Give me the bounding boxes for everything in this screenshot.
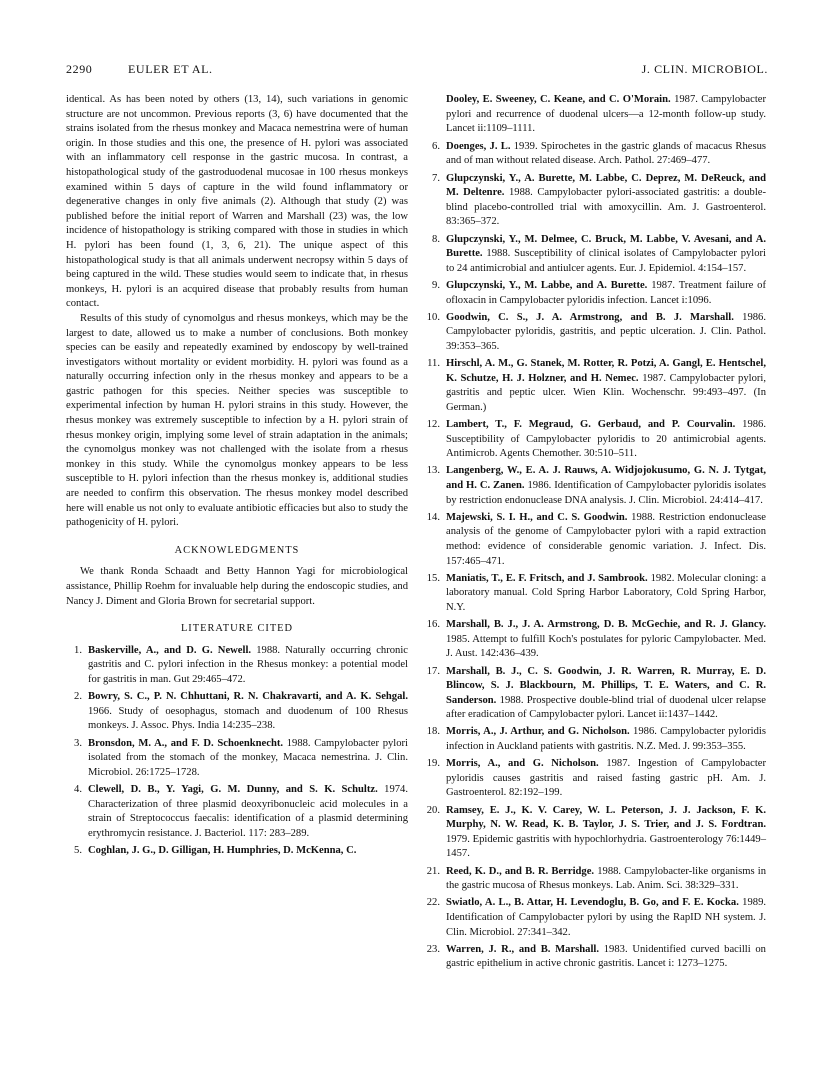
reference-authors: Goodwin, C. S., J. A. Armstrong, and B. J. Marshall. — [446, 311, 734, 323]
reference-text: 1987. Campylobacter pylori, gastritis and peptic ulcer. Wien Klin. Wochenschr. 99:493–497. (In German.) — [446, 372, 766, 413]
reference-authors: Glupczynski, Y., A. Burette, M. Labbe, C. Deprez, M. DeReuck, and M. Deltenre. — [446, 172, 766, 199]
discussion-paragraph: identical. As has been noted by others (13, 14), such variations in genomic structure are not uncommon. Previous reports (3, 6) have documented that the strains isolated from the rhesus monkey and Macaca nemestrina were of human origin. In those studies and this one, the presence of H. pylori was associated with an inflammatory cell response in the gastric mucosa. In contrast, a histopathological study of the gastroduodenal mucosae in 100 rhesus monkeys examined within 5 days of capture in the wild found inflammatory or degenerative changes in only five animals (2). Although that study (2) was published before the initial report of Warren and Marshall (23) was, the low incidence of histopathology is striking compared with those in studies in which H. pylori has been found (1, 3, 6, 21). The unique aspect of this histopathological study is that all animals underwent necropsy within 5 days of being captured in the wild. These studies would seem to indicate that, in rhesus monkeys, H. pylori is an acquired disease that probably results from human contact. — [66, 94, 408, 310]
reference-item — [424, 618, 766, 662]
right-column — [424, 93, 766, 975]
reference-item — [424, 464, 766, 508]
discussion-paragraph: Results of this study of cynomolgus and rhesus monkeys, which may be the largest to date, allowed us to make a number of conclusions. Both monkey species can be easily and repeatedly examined by endoscopy by well-trained investigators without mortality or evident morbidity. H. pylori was found as a naturally occurring infection only in the rhesus monkey and appears to be a gastric pathogen for this species. Neither species was susceptible to experimental infection by human H. pylori strains in this study. However, the rhesus monkey was extremely susceptible to infection by a H. pylori strain of rhesus monkey origin, implying some level of strain adaptation in the animals; the cynomolgus monkey was not challenged with the isolate from a rhesus monkey in this study. While the cynomolgus monkey appears to be less susceptible to H. pylori infection than the rhesus monkey is, additional studies are needed to confirm this observation. The rhesus monkey model described here will enable us not only to evaluate antibiotic efficacies but also to study the pathogenicity of H. pylori. — [66, 312, 408, 529]
reference-text: 1987. Treatment failure of ofloxacin in Campylobacter pyloridis infection. Lancet i:1096. — [446, 279, 767, 306]
reference-number: 9. — [432, 279, 440, 291]
reference-text: 1988. Prospective double-blind trial of duodenal ulcer relapse after eradication of Campylobacter pylori. Lancet ii:1437–1442. — [446, 694, 766, 721]
reference-authors: Lambert, T., F. Megraud, G. Gerbaud, and P. Courvalin. — [446, 419, 736, 431]
reference-authors: Doenges, J. L. — [446, 140, 511, 152]
reference-text: 1988. Campylobacter pylori isolated from the stomach of the monkey, Macaca nemestrina. J. Clin. Microbiol. 26:1725–1728. — [88, 737, 408, 778]
reference-text: 1988. Campylobacter pylori-associated gastritis: a double-blind placebo-controlled trial with amoxycillin. Am. J. Gastroenterol. 83:365–372. — [446, 187, 766, 228]
reference-authors: Baskerville, A., and D. G. Newell. — [88, 644, 252, 656]
reference-item — [424, 140, 766, 169]
reference-authors: Glupczynski, Y., M. Delmee, C. Bruck, M. Labbe, V. Avesani, and A. Burette. — [446, 233, 766, 260]
reference-text: 1988. Restriction endonuclease analysis of the genome of Campylobacter pylori with a rapid extraction method: evidence of considerable genomic variation. J. Infect. Dis. 157:465–471. — [446, 511, 766, 567]
reference-authors: Morris, A., J. Arthur, and G. Nicholson. — [446, 726, 630, 738]
reference-number: 16. — [426, 619, 440, 631]
reference-text: 1983. Unidentified curved bacilli on gastric epithelium in active chronic gastritis. Lancet i: 1273–1275. — [446, 943, 766, 970]
left-column — [66, 93, 408, 861]
reference-text: 1986. Campylobacter pyloridis infection in Auckland patients with gastritis. N.Z. Med. J. 99:353–355. — [446, 726, 766, 753]
reference-item — [66, 783, 408, 841]
reference-authors: Morris, A., and G. Nicholson. — [446, 758, 599, 770]
reference-number: 12. — [426, 419, 440, 431]
literature-cited-heading: LITERATURE CITED — [180, 623, 294, 635]
reference-number: 14. — [426, 511, 440, 523]
reference-continuation — [446, 93, 766, 137]
reference-authors: Majewski, S. I. H., and C. S. Goodwin. — [446, 511, 628, 523]
reference-authors: Bronsdon, M. A., and F. D. Schoenknecht. — [88, 737, 284, 749]
reference-item — [424, 896, 766, 940]
reference-item — [424, 172, 766, 230]
reference-number: 2. — [74, 691, 82, 703]
reference-text: 1939. Spirochetes in the gastric glands of macacus Rhesus and of man without related disease. Arch. Pathol. 27:469–477. — [446, 140, 766, 167]
reference-item — [66, 690, 408, 734]
reference-item — [424, 279, 766, 308]
acknowledgments-heading: ACKNOWLEDGMENTS — [174, 544, 300, 556]
reference-text: 1974. Characterization of three plasmid deoxyribonucleic acid molecules in a strain of Streptococcus faecalis: identification of a plasmid determining erythromycin resistance. J. Bacteriol. 117: 283–289. — [88, 783, 408, 839]
reference-authors: Marshall, B. J., C. S. Goodwin, J. R. Warren, R. Murray, E. D. Blincow, S. J. Blackbourn, M. Phillips, T. E. Waters, and C. R. Sanderson. — [446, 665, 766, 706]
reference-item — [424, 418, 766, 462]
reference-text: 1988. Susceptibility of clinical isolates of Campylobacter pylori to 24 antimicrobial and antiulcer agents. Eur. J. Epidemiol. 4:154–157. — [446, 248, 766, 274]
reference-number: 22. — [426, 897, 440, 909]
reference-item — [424, 865, 766, 894]
reference-number: 6. — [432, 140, 440, 152]
reference-text: 1989. Identification of Campylobacter pylori by using the RapID NH system. J. Clin. Microbiol. 27:341–342. — [446, 897, 767, 938]
reference-authors: Coghlan, J. G., D. Gilligan, H. Humphries, D. McKenna, C. — [88, 844, 357, 856]
reference-item — [424, 725, 766, 754]
reference-item — [424, 311, 766, 355]
reference-item — [424, 233, 766, 277]
reference-authors: Maniatis, T., E. F. Fritsch, and J. Sambrook. — [446, 572, 648, 584]
reference-number: 17. — [426, 665, 440, 677]
reference-number: 15. — [426, 572, 440, 584]
reference-authors: Glupczynski, Y., M. Labbe, and A. Burette. — [446, 279, 648, 291]
reference-item — [424, 804, 766, 862]
reference-text: 1988. Naturally occurring chronic gastritis and C. pylori infection in the Rhesus monkey: a potential model for gastritis in man. Gut 29:465–472. — [88, 644, 408, 685]
page-number: 2290 — [66, 62, 93, 76]
reference-text: 1986. Campylobacter pyloridis, gastritis, and peptic ulceration. J. Clin. Pathol. 39:353–365. — [446, 311, 766, 352]
reference-number: 10. — [426, 311, 440, 323]
running-head-journal: J. CLIN. MICROBIOL. — [641, 62, 768, 76]
reference-authors: Ramsey, E. J., K. V. Carey, W. L. Peterson, J. J. Jackson, F. K. Murphy, N. W. Read, K. B. Taylor, J. S. Trier, and J. S. Fordtran. — [446, 804, 766, 831]
reference-text: 1986. Identification of Campylobacter pyloridis isolates by restriction endonuclease DNA analysis. J. Clin. Microbiol. 24:414–417. — [446, 480, 766, 506]
reference-list-left — [66, 644, 408, 859]
reference-item — [66, 844, 408, 859]
reference-text: 1988. Campylobacter-like organisms in the gastric mucosa of Rhesus monkeys. Lab. Anim. Sci. 38:329–331. — [446, 865, 767, 892]
reference-authors: Langenberg, W., E. A. J. Rauws, A. Widjojokusumo, G. N. J. Tytgat, and H. C. Zanen. — [446, 465, 766, 491]
reference-number: 23. — [426, 943, 440, 955]
reference-authors: Bowry, S. C., P. N. Chhuttani, R. N. Chakravarti, and A. K. Sehgal. — [88, 691, 408, 703]
reference-text: 1987. Campylobacter pylori and recurrence of duodenal ulcers—a 12-month follow-up study. Lancet ii:1109–1111. — [446, 94, 766, 135]
running-head-authors: EULER ET AL. — [128, 62, 213, 76]
reference-number: 21. — [426, 865, 440, 877]
reference-authors: Hirschl, A. M., G. Stanek, M. Rotter, R. Potzi, A. Gangl, E. Hentschel, K. Schutze, H. J. Holzner, and H. Nemec. — [446, 358, 766, 384]
reference-number: 3. — [74, 737, 82, 749]
reference-item — [424, 511, 766, 569]
reference-authors: Reed, K. D., and B. R. Berridge. — [446, 865, 595, 877]
reference-item — [424, 665, 766, 723]
reference-item — [66, 737, 408, 781]
reference-text: 1982. Molecular cloning: a laboratory manual. Cold Spring Harbor Laboratory, Cold Spring Harbor, N.Y. — [446, 572, 766, 613]
reference-text: 1986. Susceptibility of Campylobacter pyloridis to 20 antimicrobial agents. Antimicrob. Agents Chemother. 30:510–511. — [446, 419, 766, 460]
reference-number: 18. — [426, 726, 440, 738]
reference-item — [66, 644, 408, 688]
reference-text: 1979. Epidemic gastritis with hypochlorhydria. Gastroenterology 76:1449–1457. — [446, 833, 766, 860]
reference-text: 1966. Study of oesophagus, stomach and duodenum of 100 Rhesus monkeys. J. Assoc. Phys. India 14:235–238. — [88, 705, 408, 732]
reference-number: 20. — [426, 804, 440, 816]
reference-number: 4. — [74, 783, 82, 795]
reference-item — [424, 757, 766, 801]
reference-text: 1987. Ingestion of Campylobacter pyloridis causes gastritis and raised fasting gastric pH. Am. J. Gastroenterol. 82:192–199. — [446, 758, 767, 799]
reference-item — [424, 572, 766, 616]
reference-text: 1985. Attempt to fulfill Koch's postulates for pyloric Campylobacter. Med. J. Aust. 142:436–439. — [446, 633, 766, 660]
reference-item — [424, 943, 766, 972]
reference-item — [424, 357, 766, 415]
reference-authors: Warren, J. R., and B. Marshall. — [446, 943, 599, 955]
reference-authors: Dooley, E. Sweeney, C. Keane, and C. O'Morain. — [446, 94, 671, 105]
reference-number: 7. — [432, 172, 440, 184]
reference-list-right — [424, 140, 766, 972]
reference-number: 13. — [426, 465, 440, 477]
reference-authors: Clewell, D. B., Y. Yagi, G. M. Dunny, and S. K. Schultz. — [88, 783, 378, 795]
reference-authors: Swiatlo, A. L., B. Attar, H. Levendoglu, B. Go, and F. E. Kocka. — [446, 897, 739, 909]
reference-number: 19. — [426, 758, 440, 770]
reference-number: 5. — [74, 844, 82, 856]
acknowledgments-text: We thank Ronda Schaadt and Betty Hannon Yagi for microbiological assistance, Phillip Roehm for invaluable help during the endoscopic studies, and Nancy J. Diment and Gloria Brown for secretarial support. — [66, 566, 408, 607]
reference-number: 1. — [74, 644, 82, 656]
reference-number: 11. — [427, 358, 440, 370]
reference-number: 8. — [432, 233, 440, 245]
reference-authors: Marshall, B. J., J. A. Armstrong, D. B. McGechie, and R. J. Glancy. — [446, 619, 766, 631]
